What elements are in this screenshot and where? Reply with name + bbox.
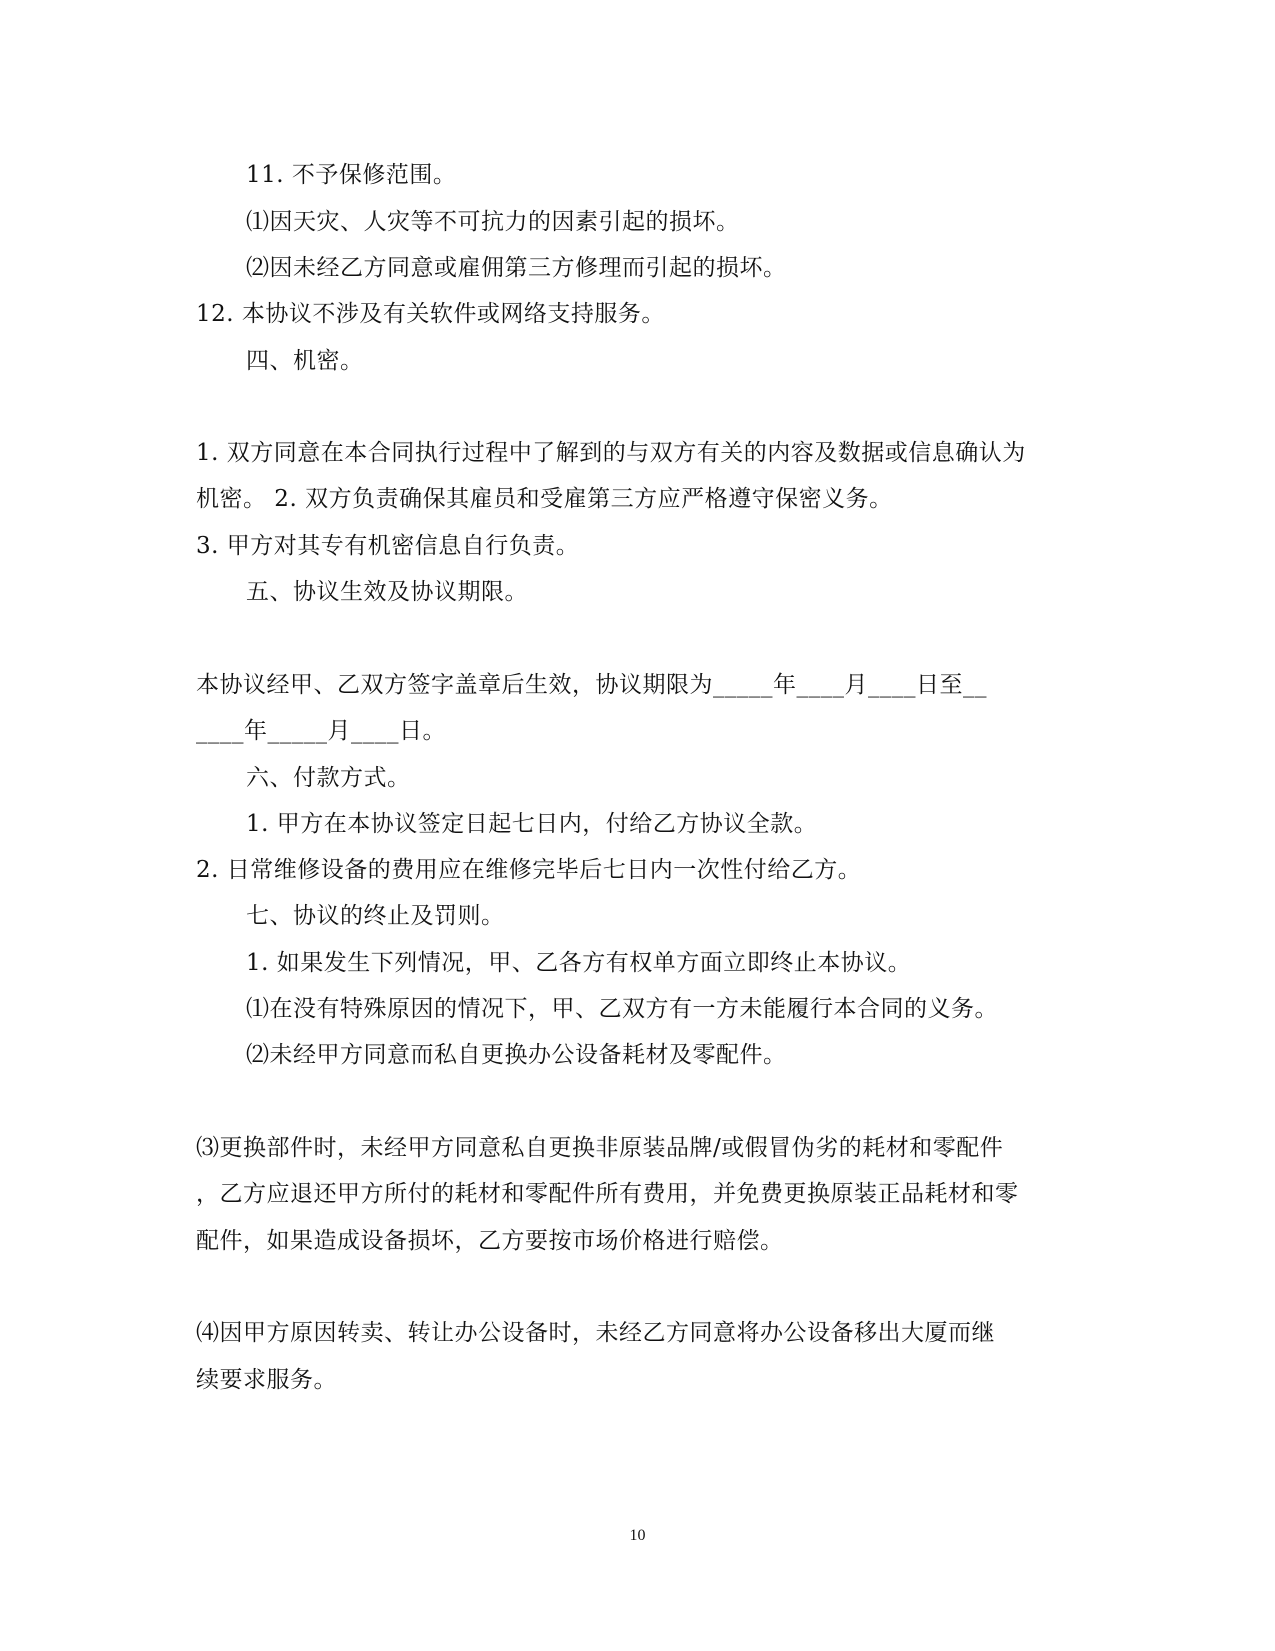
section-5-heading: 五、协议生效及协议期限。	[246, 579, 528, 605]
section-6-clause-2: 2. 日常维修设备的费用应在维修完毕后七日内一次性付给乙方。	[196, 857, 862, 883]
clause-11-item-2: ⑵因未经乙方同意或雇佣第三方修理而引起的损坏。	[246, 255, 787, 281]
section-7-item-3-line-2: ，乙方应退还甲方所付的耗材和零配件所有费用，并免费更换原装正品耗材和零	[196, 1181, 1019, 1207]
section-7-item-3-line-3: 配件，如果造成设备损坏，乙方要按市场价格进行赔偿。	[196, 1228, 784, 1254]
section-5-body-line-1: 本协议经甲、乙双方签字盖章后生效，协议期限为_____年____月____日至__	[196, 672, 987, 698]
section-7-item-4-line-1: ⑷因甲方原因转卖、转让办公设备时，未经乙方同意将办公设备移出大厦而继	[196, 1320, 995, 1346]
section-4-heading: 四、机密。	[246, 348, 364, 374]
page-number: 10	[629, 1527, 646, 1544]
clause-11-heading: 11. 不予保修范围。	[246, 162, 457, 188]
clause-11-item-1: ⑴因天灾、人灾等不可抗力的因素引起的损坏。	[246, 209, 740, 235]
section-7-item-2: ⑵未经甲方同意而私自更换办公设备耗材及零配件。	[246, 1042, 787, 1068]
section-7-clause-1: 1. 如果发生下列情况，甲、乙各方有权单方面立即终止本协议。	[246, 950, 912, 976]
section-7-item-1: ⑴在没有特殊原因的情况下，甲、乙双方有一方未能履行本合同的义务。	[246, 996, 998, 1022]
section-7-item-3-line-1: ⑶更换部件时，未经甲方同意私自更换非原装品牌/或假冒伪劣的耗材和零配件	[196, 1135, 1004, 1161]
section-6-heading: 六、付款方式。	[246, 765, 411, 791]
section-7-heading: 七、协议的终止及罚则。	[246, 903, 505, 929]
section-4-clause-1-line-1: 1. 双方同意在本合同执行过程中了解到的与双方有关的内容及数据或信息确认为	[196, 440, 1026, 466]
section-7-item-4-line-2: 续要求服务。	[196, 1367, 337, 1393]
section-4-clause-1-line-2: 机密。 2. 双方负责确保其雇员和受雇第三方应严格遵守保密义务。	[196, 486, 893, 512]
clause-12: 12. 本协议不涉及有关软件或网络支持服务。	[196, 301, 665, 327]
section-5-body-line-2: ____年_____月____日。	[196, 718, 446, 744]
section-6-clause-1: 1. 甲方在本协议签定日起七日内，付给乙方协议全款。	[246, 811, 818, 837]
section-4-clause-3: 3. 甲方对其专有机密信息自行负责。	[196, 533, 580, 559]
